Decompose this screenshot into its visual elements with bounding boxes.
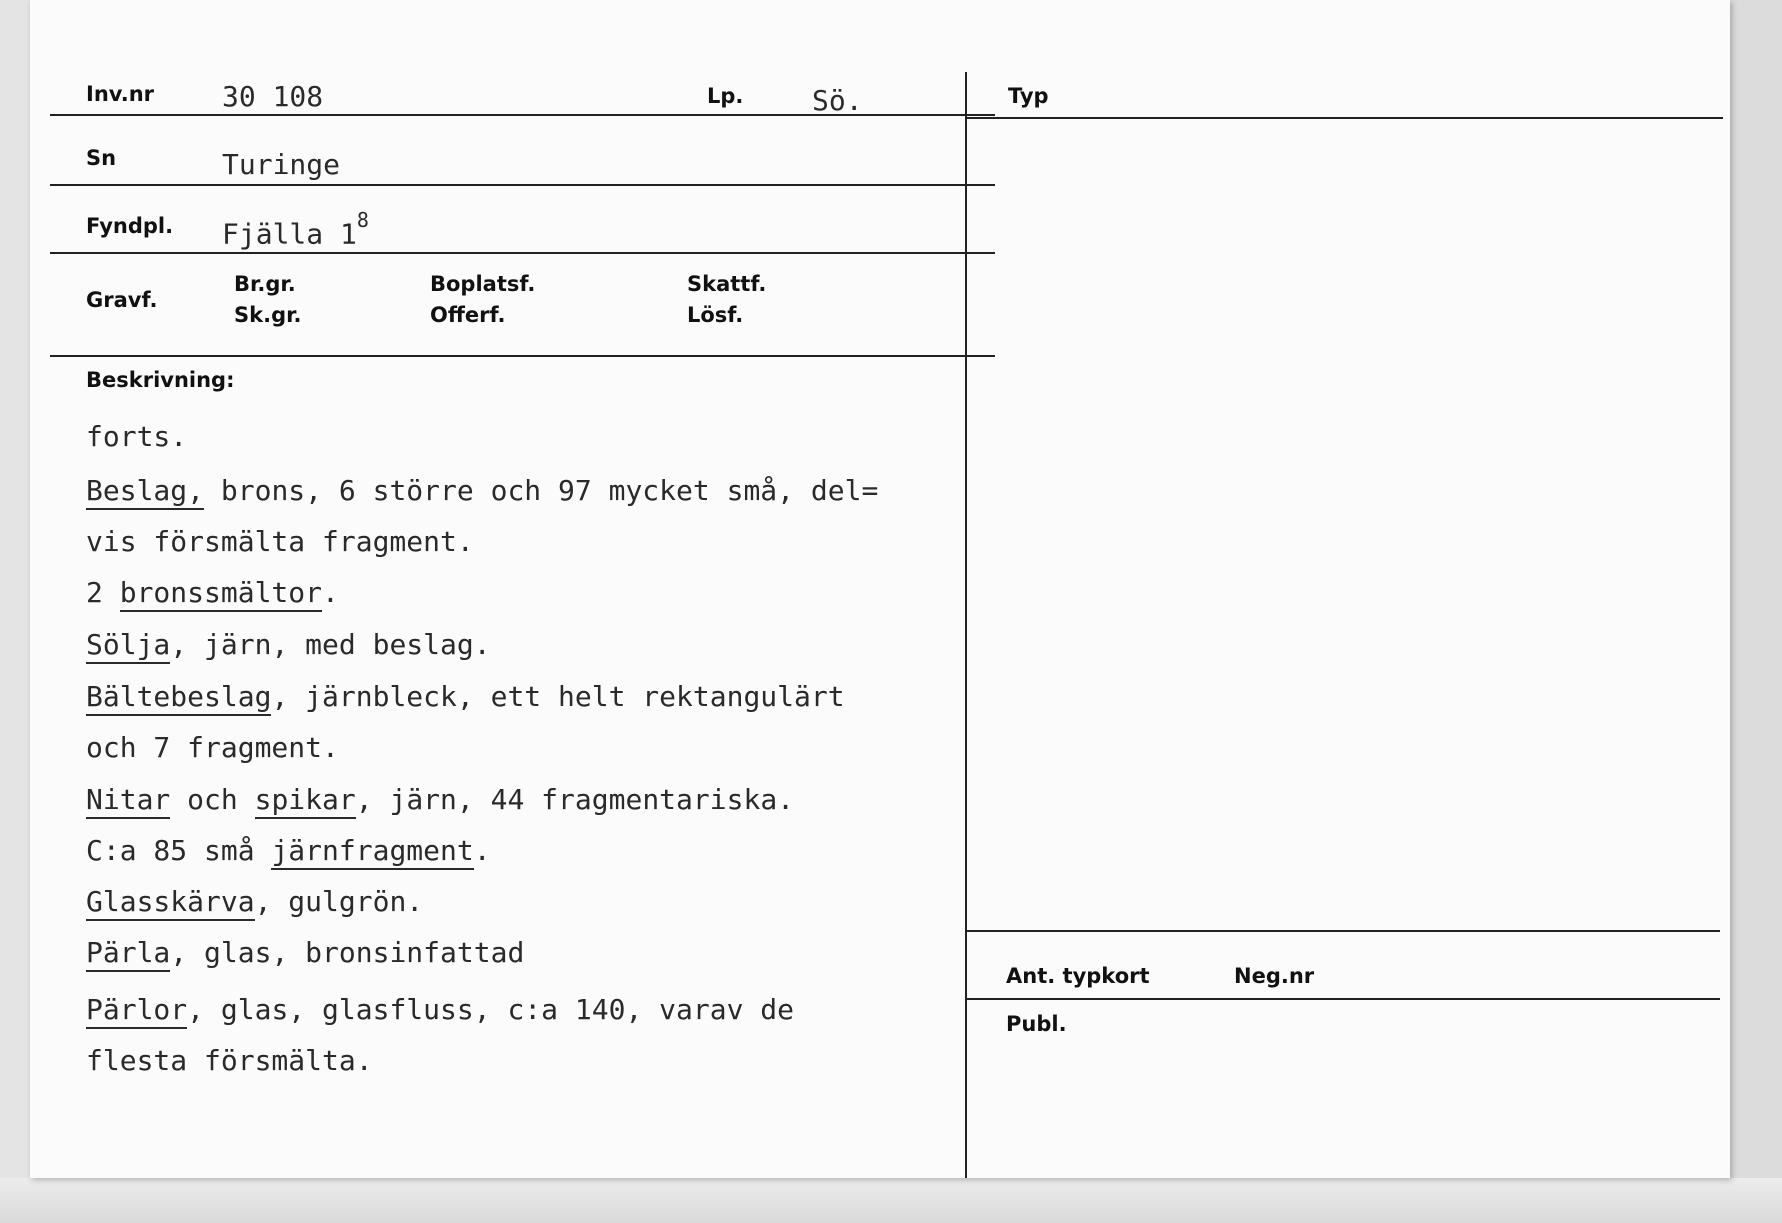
rule-gravf [50, 355, 995, 357]
desc-line-12 [86, 993, 794, 1026]
offerf-label: Offerf. [430, 303, 506, 327]
term-nitar: Nitar [86, 783, 170, 819]
term-jarnfragment: järnfragment [271, 834, 473, 870]
desc-text: brons, 6 större och 97 mycket små, del= [204, 474, 879, 507]
desc-line-13 [86, 1044, 373, 1077]
term-spikar: spikar [255, 783, 356, 819]
term-glasskarva: Glasskärva [86, 885, 255, 921]
sn-label: Sn [86, 146, 117, 170]
desc-line-4 [86, 576, 339, 609]
brgr-label: Br.gr. [234, 272, 296, 296]
scan-strip-bottom [0, 1178, 1782, 1223]
rule-sn [50, 184, 995, 186]
desc-line-9 [86, 834, 491, 867]
desc-text: och [170, 783, 255, 816]
beskrivning-label: Beskrivning: [86, 368, 235, 392]
desc-text: forts. [86, 420, 188, 453]
desc-text: , järn, 44 fragmentariska. [355, 783, 795, 816]
desc-text: , järnbleck, ett helt rektangulärt [271, 680, 845, 713]
rule-ant-bottom [967, 998, 1720, 1000]
term-solja: Sölja [86, 628, 170, 664]
term-parla: Pärla [86, 936, 170, 972]
term-baltebeslag: Bältebeslag [86, 680, 271, 716]
losf-label: Lösf. [687, 303, 744, 327]
desc-line-10 [86, 885, 423, 918]
skgr-label: Sk.gr. [234, 303, 302, 327]
desc-text: 2 [86, 576, 120, 609]
fyndpl-text: Fjälla 1 [222, 217, 357, 251]
boplatsf-label: Boplatsf. [430, 272, 536, 296]
fyndpl-superscript: 8 [356, 208, 369, 232]
desc-text: vis försmälta fragment. [86, 525, 474, 558]
ant-typkort-label: Ant. typkort [1006, 964, 1150, 988]
sn-value: Turinge [222, 148, 341, 181]
desc-text: och 7 fragment. [86, 731, 339, 764]
typ-label: Typ [1008, 84, 1049, 108]
desc-line-7 [86, 731, 339, 764]
term-bronssmaltor: bronssmältor [120, 576, 322, 612]
scan-edge-right [1730, 0, 1782, 1223]
desc-line-8 [86, 783, 794, 816]
desc-line-2 [86, 474, 878, 507]
inv-nr-value: 30 108 [222, 80, 324, 113]
rule-ant-top [967, 930, 1720, 932]
desc-line-1 [86, 420, 187, 453]
rule-fyndpl [50, 252, 995, 254]
lp-label: Lp. [707, 84, 744, 108]
lp-value: Sö. [812, 84, 863, 117]
desc-text: . [473, 834, 491, 867]
desc-text: , järn, med beslag. [170, 628, 491, 661]
term-parlor: Pärlor [86, 993, 187, 1029]
desc-line-11 [86, 936, 524, 969]
desc-text: , glas, bronsinfattad [170, 936, 525, 969]
desc-line-6 [86, 680, 845, 713]
fyndpl-value [222, 208, 369, 251]
neg-nr-label: Neg.nr [1234, 964, 1315, 988]
desc-line-5 [86, 628, 491, 661]
desc-line-3 [86, 525, 474, 558]
column-divider [965, 72, 967, 1178]
desc-text: flesta försmälta. [86, 1044, 373, 1077]
desc-text: , gulgrön. [254, 885, 424, 918]
gravf-label: Gravf. [86, 288, 158, 312]
term-beslag: Beslag, [86, 474, 204, 510]
desc-text: C:a 85 små [86, 834, 272, 867]
fyndpl-label: Fyndpl. [86, 214, 174, 238]
desc-text: , glas, glasfluss, c:a 140, varav de [187, 993, 795, 1026]
rule-typ [967, 117, 1723, 119]
desc-text: . [322, 576, 339, 609]
inv-nr-label: Inv.nr [86, 82, 155, 106]
publ-label: Publ. [1006, 1012, 1067, 1036]
skattf-label: Skattf. [687, 272, 767, 296]
